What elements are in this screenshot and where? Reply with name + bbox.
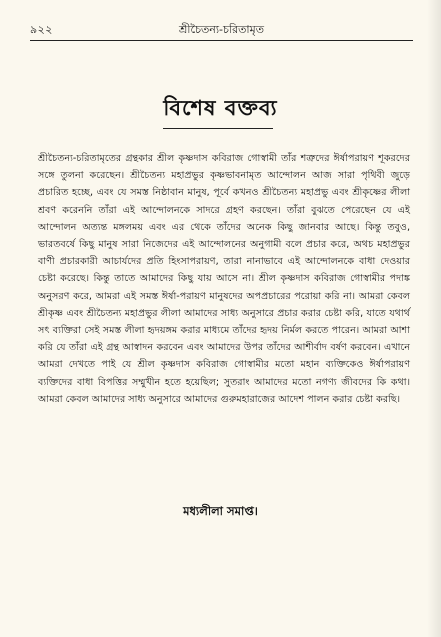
page-header	[30, 20, 413, 41]
page-number: ৯২২	[30, 23, 53, 36]
running-title: শ্রীচৈতন্য-চরিতামৃত	[179, 23, 264, 36]
section-title: বিশেষ বক্তব্য	[163, 96, 278, 120]
body-paragraph: শ্রীচৈতন্য-চরিতামৃতের গ্রন্থকার শ্রীল কৃষ্ণদাস কবিরাজ গোস্বামী তাঁর শত্রুদের ঈর্ষাপরায়ণ শূকরদের সঙ্গে তুলনা করেছেন। শ্রীচৈতন্য মহাপ্রভুর কৃষ্ণভাবনামৃত আন্দোলন আজ সারা পৃথিবী জুড়ে প্রচারিত হচ্ছে, এবং যে সমস্ত নিষ্ঠাবান মানুষ, পূর্বে কখনও শ্রীচৈতন্য মহাপ্রভু এবং শ্রীকৃষ্ণের লীলা শ্রবণ করেননি তাঁরা এই আন্দোলনকে সাদরে গ্রহণ করছেন। তাঁরা বুঝতে পেরেছেন যে এই আন্দোলন অত্যন্ত মঙ্গলময় এবং এর থেকে তাঁদের অনেক কিছু জানবার আছে। কিন্তু তবুও, ভারতবর্ষে কিছু মানুষ সারা নিজেদের এই আন্দোলনের অনুগামী বলে প্রচার করে, অথচ মহাপ্রভুর বাণী প্রচারকারী আচার্যদের প্রতি হিংসাপরায়ণ, তারা নানাভাবে এই আন্দোলনকে বাধা দেওয়ার চেষ্টা করেছে। কিন্তু তাতে আমাদের কিছু যায় আসে না। শ্রীল কৃষ্ণদাস কবিরাজ গোস্বামীর পদাঙ্ক অনুসরণ করে, আমরা এই সমস্ত ঈর্ষা-পরায়ণ মানুষদের অপপ্রচারের পরোয়া করি না। আমরা কেবল শ্রীকৃষ্ণ এবং শ্রীচৈতন্য মহাপ্রভুর লীলা আমাদের সাধ্য অনুসারে প্রচার করার চেষ্টা করি, যাতে যথার্থ সৎ ব্যক্তিরা সেই সমস্ত লীলা হৃদয়ঙ্গম করার মাধ্যমে তাঁদের হৃদয় নির্মল করতে পারেন। আমরা আশা করি যে তাঁরা এই গ্রন্থ আস্বাদন করবেন এবং আমাদের উপর তাঁদের আশীর্বাদ বর্ষণ করবেন। এখানে আমরা দেখতে পাই যে শ্রীল কৃষ্ণদাস কবিরাজ গোস্বামীর মতো মহান ব্যক্তিকেও ঈর্ষাপরায়ণ ব্যক্তিদের বাধা বিপত্তির সম্মুখীন হতে হয়েছিল; সুতরাং আমাদের মতো নগণ্য জীবদের কি কথা। আমরা কেবল আমাদের সাধ্য অনুসারে আমাদের গুরুমহারাজের আদেশ পালন করার চেষ্টা করছি।	[38, 153, 410, 405]
closing-line: মধ্যলীলা সমাপ্ত।	[183, 504, 258, 518]
title-underline	[163, 128, 273, 129]
